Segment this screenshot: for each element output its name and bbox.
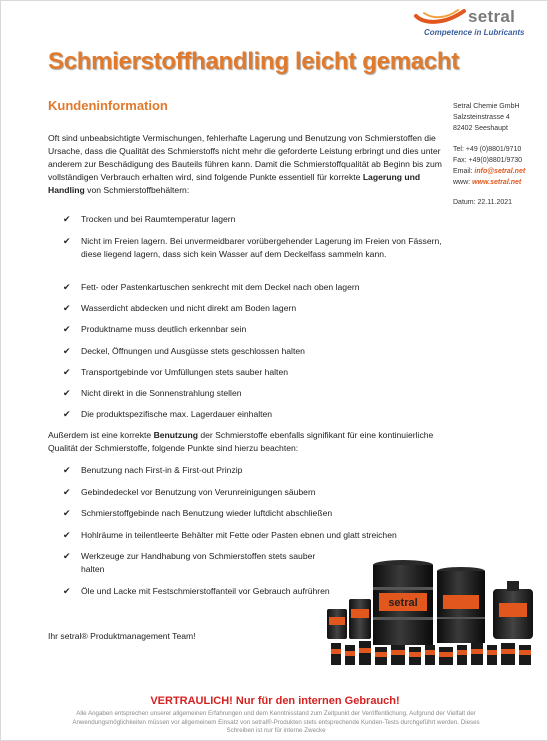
checkmark-icon: ✔ <box>63 586 71 596</box>
contact-block <box>453 101 525 209</box>
checkmark-icon: ✔ <box>63 367 71 377</box>
usage-text: Außerdem ist eine korrekte <box>48 430 154 440</box>
company-street: Salzsteinstrasse 4 <box>453 114 510 122</box>
checkmark-icon: ✔ <box>63 324 71 334</box>
intro-text-end: von Schmierstoffbehältern: <box>84 185 190 196</box>
checkmark-icon: ✔ <box>63 465 71 475</box>
svg-text:setral: setral <box>388 597 418 609</box>
logo-wordmark: setral <box>468 7 516 26</box>
intro-text: Oft sind unbeabsichtigte Vermischungen, fehlerhafte Lagerung und Benutzung von Schmierstoffen die Ursache, dass die Qualität des Schmierstoffs nicht mehr die geforderte Leistung erbringt und dies unter anderem zur Beschädigung des Bauteils führen kann. Damit die Schmierstoffqualität ab Beginn bis zum vollständigen Verbrauch erhalten wird, sind folgende Punkte essentiell für korrekte <box>48 133 442 183</box>
page-subtitle: Kundeninformation <box>48 98 168 113</box>
confidential-notice: VERTRAULICH! Nur für den internen Gebrauch! <box>150 695 400 707</box>
checkmark-icon: ✔ <box>63 551 71 561</box>
checkmark-icon: ✔ <box>63 282 71 292</box>
swoosh-icon <box>414 7 466 25</box>
product-containers-image <box>323 551 543 671</box>
signoff: Ihr setral® Produktmanagement Team! <box>48 631 196 641</box>
usage-paragraph <box>48 429 448 455</box>
logo-tagline: Competence in Lubricants <box>424 28 525 37</box>
checkmark-icon: ✔ <box>63 346 71 356</box>
document-page: setral Competence in Lubricants Schmierstoffhandling leicht gemacht Kundeninformation Setral Chemie GmbH Salzsteinstrasse 4 82402 Seeshaupt Tel: +49 (0)8801/9710 Fax: +49(0)8801/9730 Email: info@setral.net www: www.setral.net Datum: 22.11.2021 Oft sind unbeabsichtigte Vermischungen, fehlerhafte Lagerung und Benutzung von Schmierstoffen die Ursache, dass die Qualität des Schmierstoffs nicht mehr die geforderte Leistung erbringt und dies unter anderem zur Beschädigung des Bauteils führen kann. Damit die Schmierstoffqualität ab Beginn bis zum vollständigen Verbrauch erhalten wird, sind folgende Punkte essentiell für korrekte Lagerung und Handling von Schmierstoffbehältern: ✔ Trocken und bei Raumtemperatur lagern ✔ Nicht im Freien lagern. Bei unvermeidbarer vorübergehender Lagerung im Freien von Fässern, diese liegend lagern, dass sich kein Wasser auf dem Deckelfass sammeln kann. ✔ Fett- oder Pastenkartuschen senkrecht mit dem Deckel nach oben lagern ✔ Wasserdicht abdecken und nicht direkt am Boden lagern ✔ Produktname muss deutlich erkennbar sein ✔ Deckel, Öffnungen und Ausgüsse stets geschlossen halten ✔ Transportgebinde vor Umfüllungen stets sauber halten ✔ Nicht direkt in die Sonnenstrahlung stellen ✔ Die produktspezifische max. Lagerdauer einhalten Außerdem ist eine korrekte Benutzung der Schmierstoffe ebenfalls signifikant für eine kontinuierliche Qualität der Schmierstoffe, folgende Punkte sind hierzu beachten: ✔ Benutzung nach First-in & First-out Prinzip ✔ Gebindedeckel vor Benutzung von Verunreinigungen säubern ✔ Schmierstoffgebinde nach Benutzung wieder luftdicht abschließen ✔ Hohlräume in teilentleerte Behälter mit Fette oder Pasten ebnen und glatt streichen ✔ Werkzeuge zur Handhabung von Schmierstoffen stets sauber halten ✔ Öle und Lacke mit Festschmierstoffanteil vor Gebrauch aufrühren Ihr setral® Produktmanagement Team! setral VERTRAULICH! Nur für den internen Gebrauch! Alle Angaben entsprechen unserer allgemeinen Erfahrungen und dem Kenntnisstand zum Zeitpunkt der Veröffentlichung. Aufgrund der Vielfalt der Anwendungsmöglichkeiten müssen vor allgemeinem Einsatz von setral®-Produkten stets entsprechende Kunden-Tests durchgeführt werden. Dieses Schreiben ist nur für interne Zwecke <box>0 0 548 741</box>
checkmark-icon: ✔ <box>63 388 71 398</box>
email-link[interactable]: info@setral.net <box>474 168 526 176</box>
intro-bold: Lagerung und Handling <box>48 172 421 196</box>
page-title: Schmierstoffhandling leicht gemacht <box>48 48 459 75</box>
document-date: Datum: 22.11.2021 <box>453 199 513 207</box>
checkmark-icon: ✔ <box>63 214 71 224</box>
checkmark-icon: ✔ <box>63 236 71 246</box>
usage-bold: Benutzung <box>153 430 198 440</box>
intro-paragraph <box>48 132 448 197</box>
usage-text-end: der Schmierstoffe ebenfalls signifikant für eine kontinuierliche Qualität der Schmierstoffe, folgende Punkte sind hierzu beachten: <box>48 430 434 454</box>
company-fax: Fax: +49(0)8801/9730 <box>453 156 523 164</box>
www-link[interactable]: www.setral.net <box>472 179 522 187</box>
checkmark-icon: ✔ <box>63 508 71 518</box>
email-label: Email: <box>453 168 475 176</box>
disclaimer-text: Alle Angaben entsprechen unserer allgemeinen Erfahrungen und dem Kenntnisstand zum Zeitpunkt der Veröffentlichung. Aufgrund der Vielfalt der Anwendungsmöglichkeiten müssen vor allgemeinem Einsatz von setral®-Produkten stets entsprechende Kunden-Tests durchgeführt werden. Dieses Schreiben ist nur für interne Zwecke <box>72 710 480 735</box>
checkmark-icon: ✔ <box>63 303 71 313</box>
company-name: Setral Chemie GmbH <box>453 103 520 110</box>
setral-logo <box>406 5 542 39</box>
checkmark-icon: ✔ <box>63 487 71 497</box>
www-label: www: <box>453 179 473 187</box>
company-city: 82402 Seeshaupt <box>453 125 508 133</box>
checkmark-icon: ✔ <box>63 409 71 419</box>
checkmark-icon: ✔ <box>63 530 71 540</box>
company-www-row <box>453 177 525 188</box>
company-email-row <box>453 166 525 177</box>
company-tel: Tel: +49 (0)8801/9710 <box>453 145 522 153</box>
